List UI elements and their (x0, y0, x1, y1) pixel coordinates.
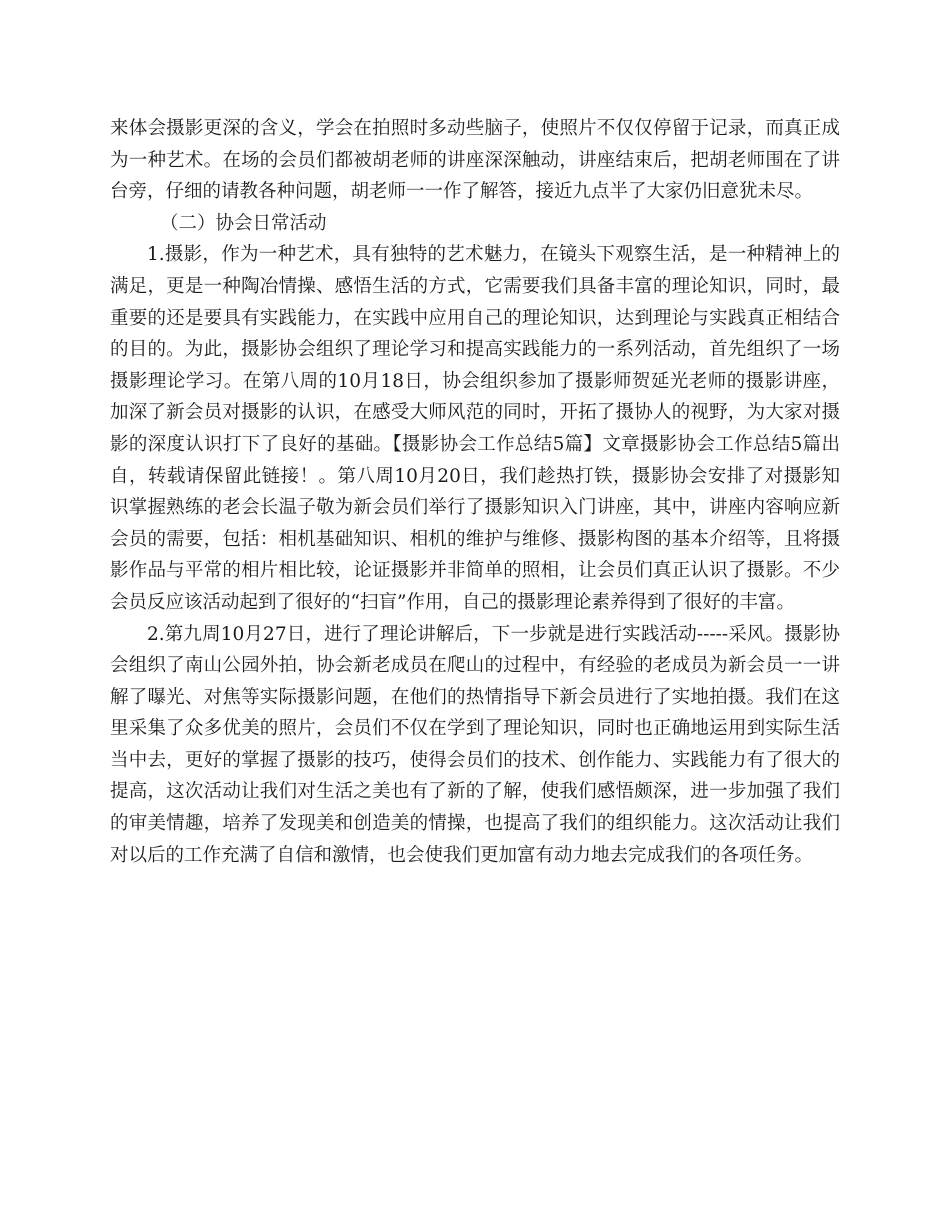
paragraph-lecture-conclusion: 来体会摄影更深的含义，学会在拍照时多动些脑子，使照片不仅仅停留于记录，而真正成为一种艺术。在场的会员们都被胡老师的讲座深深触动，讲座结束后，把胡老师围在了讲台旁，仔细的请教各种问题，胡老师一一作了解答，接近九点半了大家仍旧意犹未尽。 (110, 118, 840, 203)
paragraph-field-practice: 2.第九周10月27日，进行了理论讲解后，下一步就是进行实践活动-----采风。摄影协会组织了南山公园外拍，协会新老成员在爬山的过程中，有经验的老成员为新会员一一讲解了曝光、对焦等实际摄影问题，在他们的热情指导下新会员进行了实地拍摄。我们在这里采集了众多优美的照片，会员们不仅在学到了理论知识，同时也正确地运用到实际生活当中去，更好的掌握了摄影的技巧，使得会员们的技术、创作能力、实践能力有了很大的提高，这次活动让我们对生活之美也有了新的了解，使我们感悟颇深，进一步加强了我们的审美情趣，培养了发现美和创造美的情操，也提高了我们的组织能力。这次活动让我们对以后的工作充满了自信和激情，也会使我们更加富有动力地去完成我们的各项任务。 (110, 623, 840, 866)
paragraph-theory-study: 1.摄影，作为一种艺术，具有独特的艺术魅力，在镜头下观察生活，是一种精神上的满足，更是一种陶冶情操、感悟生活的方式，它需要我们具备丰富的理论知识，同时，最重要的还是要具有实践能力，在实践中应用自己的理论知识，达到理论与实践真正相结合的目的。为此，摄影协会组织了理论学习和提高实践能力的一系列活动，首先组织了一场摄影理论学习。在第八周的10月18日，协会组织参加了摄影师贺延光老师的摄影讲座，加深了新会员对摄影的认识，在感受大师风范的同时，开拓了摄协人的视野，为大家对摄影的深度认识打下了良好的基础。【摄影协会工作总结5篇】文章摄影协会工作总结5篇出自，转载请保留此链接！。第八周10月20日，我们趁热打铁，摄影协会安排了对摄影知识掌握熟练的老会长温子敬为新会员们举行了摄影知识入门讲座，其中，讲座内容响应新会员的需要，包括：相机基础知识、相机的维护与维修、摄影构图的基本介绍等，且将摄影作品与平常的相片相比较，论证摄影并非简单的照相，让会员们真正认识了摄影。不少会员反应该活动起到了很好的“扫盲”作用，自己的摄影理论素养得到了很好的丰富。 (110, 244, 840, 613)
section-heading-daily-activities: （二）协会日常活动 (159, 212, 327, 234)
